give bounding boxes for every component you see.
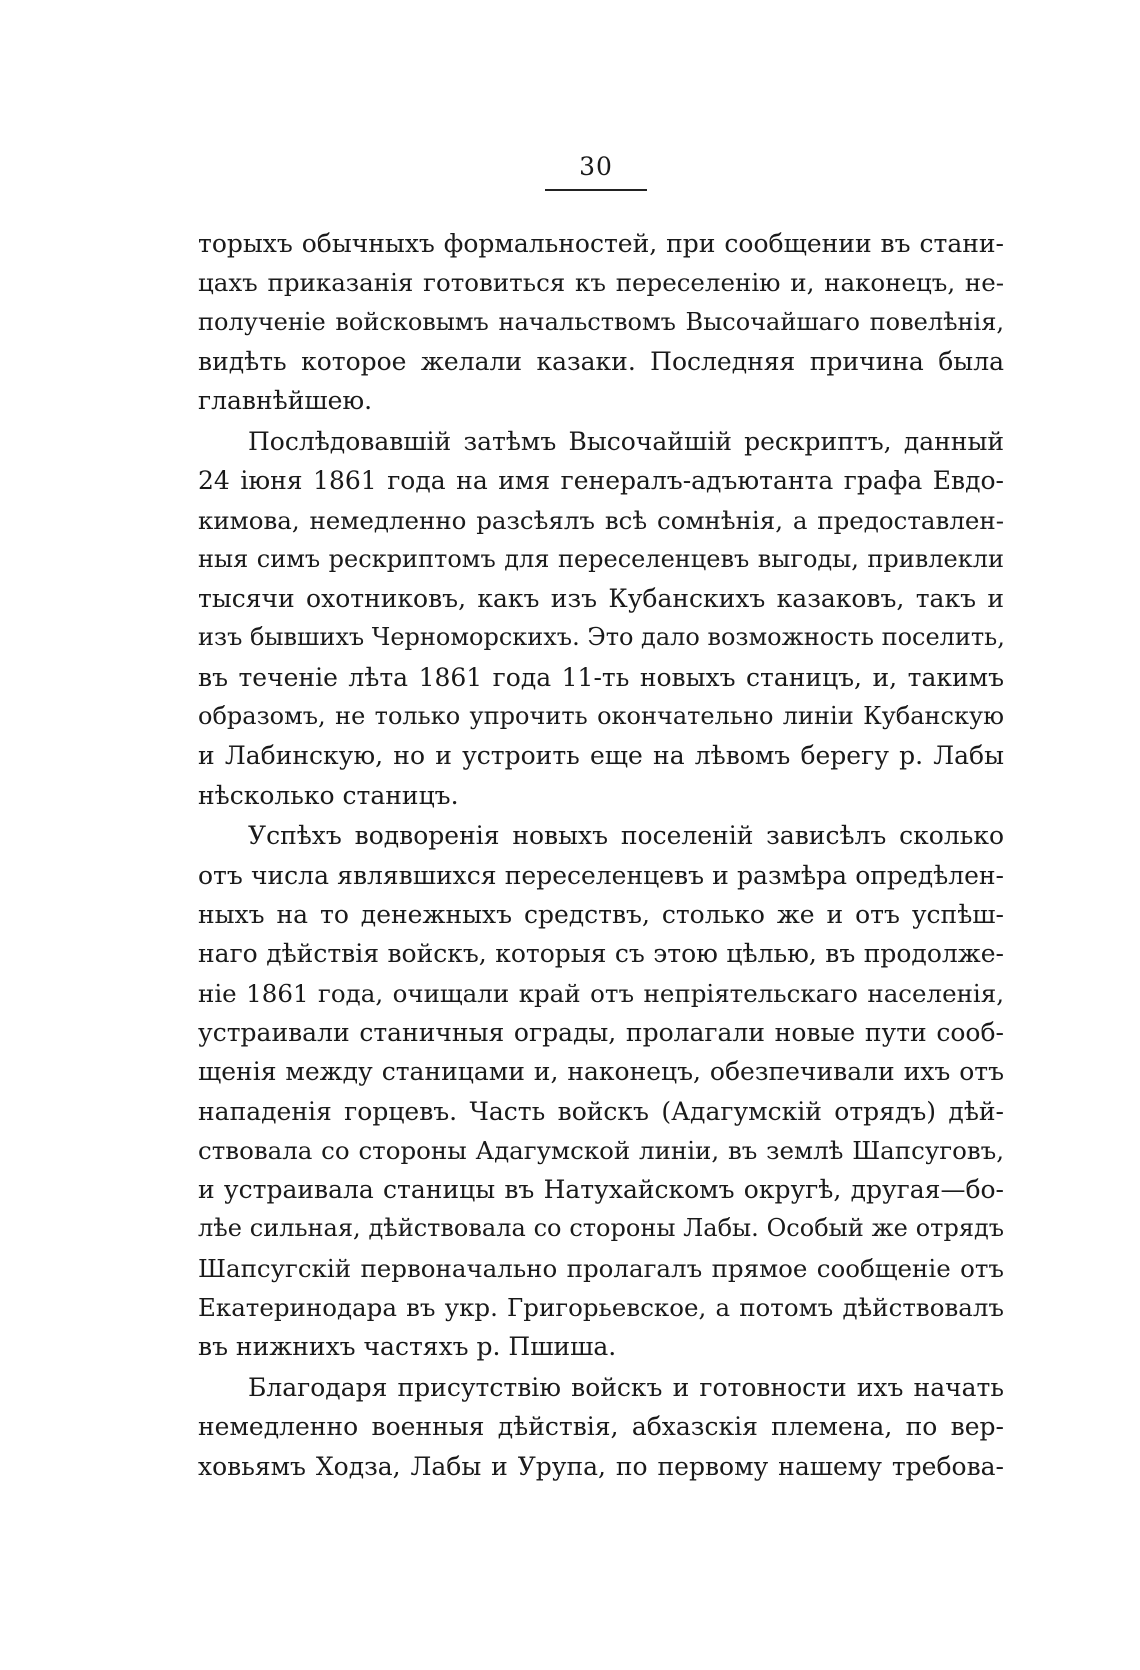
text-line: ніе 1861 года, очищали край отъ непріятельскаго населенія, [198,978,1004,1008]
paragraph-3 [198,816,1004,1366]
text-line: и устраивала станицы въ Натухайскомъ округѣ, другая—бо- [198,1175,1004,1205]
paragraph-1 [198,224,1004,420]
text-line: Послѣдовавшій затѣмъ Высочайшій рескриптъ, данный [248,426,1004,456]
body-text [198,224,1004,1486]
paragraph-2 [198,422,1004,815]
text-line: немедленно военныя дѣйствія, абхазскія племена, по вер- [198,1412,1004,1442]
text-line: видѣть которое желали казаки. Последняя причина была [198,346,1004,376]
text-line: щенія между станицами и, наконецъ, обезпечивали ихъ отъ [198,1057,1004,1087]
text-line: изъ бывшихъ Черноморскихъ. Это дало возможность поселить, [198,623,1005,652]
text-line: устраивали станичныя ограды, пролагали новые пути сооб- [198,1017,1004,1047]
text-line: ныя симъ рескриптомъ для переселенцевъ выгоды, привлекли [198,544,1004,573]
text-line: лѣе сильная, дѣйствовала со стороны Лабы. Особый же отрядъ [198,1214,1004,1243]
text-line: и Лабинскую, но и устроить еще на лѣвомъ берегу р. Лабы [198,741,1004,771]
text-line: кимова, немедленно разсѣялъ всѣ сомнѣнія, а предоставлен- [198,505,1004,535]
text-line: въ нижнихъ частяхъ р. Пшиша. [198,1332,617,1362]
text-line: 24 іюня 1861 года на имя генералъ-адъютанта графа Евдо- [198,466,1004,496]
text-line: цахъ приказанія готовиться къ переселенію и, наконецъ, не- [198,268,1004,298]
text-line: Екатеринодара въ укр. Григорьевское, а потомъ дѣйствовалъ [198,1293,1004,1323]
text-line: отъ числа являвшихся переселенцевъ и размѣра опредѣлен- [198,860,1004,890]
text-line: Успѣхъ водворенія новыхъ поселеній зависѣлъ сколько [248,821,1004,851]
text-line: наго дѣйствія войскъ, которыя съ этою цѣлью, въ продолже- [198,939,1004,969]
paragraph-4 [198,1368,1004,1486]
text-line: ховьямъ Ходза, Лабы и Урупа, по первому нашему требова- [198,1451,1004,1481]
text-line: торыхъ обычныхъ формальностей, при сообщении въ стани- [198,229,1004,258]
text-line: образомъ, не только упрочить окончательно линіи Кубанскую [198,702,1004,731]
text-line: Благодаря присутствію войскъ и готовности ихъ начать [248,1373,1004,1403]
text-line: тысячи охотниковъ, какъ изъ Кубанскихъ казаковъ, такъ и [198,584,1004,614]
text-line: нѣсколько станицъ. [198,780,459,810]
text-line: ствовала со стороны Адагумской линіи, въ землѣ Шапсуговъ, [198,1135,1004,1165]
page-number: 30 [579,152,613,181]
page-number-rule [545,189,647,191]
text-line: ныхъ на то денежныхъ средствъ, столько же и отъ успѣш- [198,900,1004,930]
text-line: Шапсугскій первоначально пролагалъ прямое сообщеніе отъ [198,1253,1004,1283]
text-line: нападенія горцевъ. Часть войскъ (Адагумскій отрядъ) дѣй- [198,1096,1004,1126]
text-line: полученіе войсковымъ начальствомъ Высочайшаго повелѣнія, [198,307,1004,336]
text-line: главнѣйшею. [198,386,373,416]
text-line: въ теченіе лѣта 1861 года 11-ть новыхъ станицъ, и, такимъ [198,662,1004,692]
